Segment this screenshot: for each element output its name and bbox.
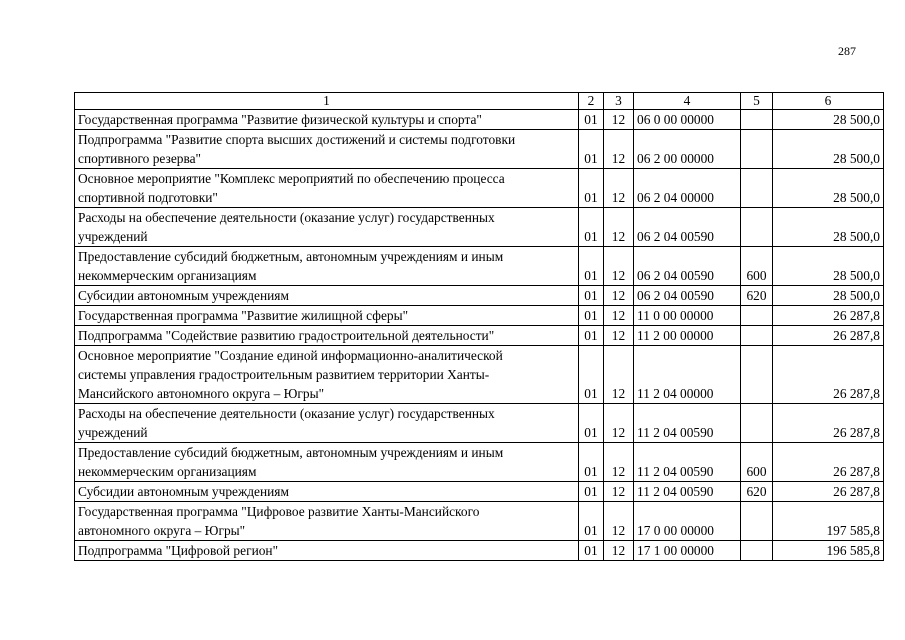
- row-target-code: 11 2 04 00000: [634, 346, 741, 404]
- header-col-1: 1: [75, 93, 579, 110]
- row-target-code: 11 2 04 00590: [634, 482, 741, 502]
- row-name: [75, 286, 579, 306]
- row-name-line: Расходы на обеспечение деятельности (оказание услуг) государственных: [78, 210, 495, 225]
- row-expense-type: [741, 404, 773, 443]
- row-amount: 197 585,8: [773, 502, 884, 541]
- row-subsection: 12: [604, 326, 634, 346]
- row-expense-type: [741, 169, 773, 208]
- row-section: 01: [579, 404, 604, 443]
- table-body: [75, 110, 884, 561]
- row-name-line: Подпрограмма "Развитие спорта высших достижений и системы подготовки: [78, 132, 516, 147]
- table-row: [75, 346, 884, 404]
- row-target-code: 17 0 00 00000: [634, 502, 741, 541]
- row-name-line: Предоставление субсидий бюджетным, автономным учреждениям и иным: [78, 249, 504, 264]
- table-row: [75, 247, 884, 286]
- row-name-line: системы управления градостроительным развитием территории Ханты-: [78, 367, 490, 382]
- row-target-code: 06 2 04 00000: [634, 169, 741, 208]
- row-name-line: Государственная программа "Развитие физической культуры и спорта": [78, 112, 482, 127]
- budget-table: [74, 92, 884, 561]
- table-row: [75, 286, 884, 306]
- row-amount: 28 500,0: [773, 247, 884, 286]
- row-subsection: 12: [604, 286, 634, 306]
- row-section: 01: [579, 443, 604, 482]
- row-section: 01: [579, 208, 604, 247]
- row-name: [75, 482, 579, 502]
- row-target-code: 06 2 04 00590: [634, 208, 741, 247]
- row-section: 01: [579, 110, 604, 130]
- row-name-line: спортивного резерва": [78, 151, 202, 166]
- row-name-line: Государственная программа "Цифровое развитие Ханты-Мансийского: [78, 504, 480, 519]
- row-expense-type: 620: [741, 482, 773, 502]
- table-row: [75, 326, 884, 346]
- row-expense-type: [741, 502, 773, 541]
- row-amount: 28 500,0: [773, 130, 884, 169]
- row-subsection: 12: [604, 443, 634, 482]
- row-section: 01: [579, 130, 604, 169]
- row-target-code: 06 2 04 00590: [634, 286, 741, 306]
- row-subsection: 12: [604, 306, 634, 326]
- row-name-line: Государственная программа "Развитие жилищной сферы": [78, 308, 409, 323]
- row-name: [75, 169, 579, 208]
- row-target-code: 11 2 04 00590: [634, 443, 741, 482]
- row-name-line: Субсидии автономным учреждениям: [78, 484, 289, 499]
- row-name-line: некоммерческим организациям: [78, 464, 257, 479]
- row-name-line: Расходы на обеспечение деятельности (оказание услуг) государственных: [78, 406, 495, 421]
- row-name: [75, 326, 579, 346]
- row-name-line: спортивной подготовки": [78, 190, 218, 205]
- row-subsection: 12: [604, 169, 634, 208]
- row-target-code: 17 1 00 00000: [634, 541, 741, 561]
- row-target-code: 06 0 00 00000: [634, 110, 741, 130]
- row-name: [75, 404, 579, 443]
- row-expense-type: [741, 326, 773, 346]
- row-name-line: учреждений: [78, 425, 148, 440]
- row-name-line: Субсидии автономным учреждениям: [78, 288, 289, 303]
- table-row: [75, 404, 884, 443]
- row-amount: 26 287,8: [773, 404, 884, 443]
- row-amount: 28 500,0: [773, 208, 884, 247]
- row-name: [75, 247, 579, 286]
- row-target-code: 11 0 00 00000: [634, 306, 741, 326]
- row-subsection: 12: [604, 346, 634, 404]
- row-name: [75, 306, 579, 326]
- row-expense-type: [741, 130, 773, 169]
- row-subsection: 12: [604, 130, 634, 169]
- row-name-line: Подпрограмма "Цифровой регион": [78, 543, 279, 558]
- row-expense-type: 600: [741, 247, 773, 286]
- row-section: 01: [579, 482, 604, 502]
- row-subsection: 12: [604, 404, 634, 443]
- row-expense-type: 600: [741, 443, 773, 482]
- row-name-line: некоммерческим организациям: [78, 268, 257, 283]
- table-row: [75, 130, 884, 169]
- row-target-code: 11 2 04 00590: [634, 404, 741, 443]
- row-name: [75, 208, 579, 247]
- table-row: [75, 169, 884, 208]
- header-col-6: 6: [773, 93, 884, 110]
- row-subsection: 12: [604, 502, 634, 541]
- row-expense-type: [741, 306, 773, 326]
- page-number: 287: [838, 44, 856, 58]
- row-name-line: учреждений: [78, 229, 148, 244]
- row-name: [75, 346, 579, 404]
- row-amount: 26 287,8: [773, 346, 884, 404]
- row-subsection: 12: [604, 110, 634, 130]
- table-row: [75, 306, 884, 326]
- row-expense-type: [741, 208, 773, 247]
- row-name-line: автономного округа – Югры": [78, 523, 246, 538]
- row-section: 01: [579, 541, 604, 561]
- row-name-line: Подпрограмма "Содействие развитию градостроительной деятельности": [78, 328, 495, 343]
- row-name: [75, 130, 579, 169]
- row-name-line: Мансийского автономного округа – Югры": [78, 386, 325, 401]
- row-name: [75, 541, 579, 561]
- row-section: 01: [579, 169, 604, 208]
- table-row: [75, 541, 884, 561]
- row-name-line: Основное мероприятие "Комплекс мероприятий по обеспечению процесса: [78, 171, 505, 186]
- header-col-5: 5: [741, 93, 773, 110]
- header-col-4: 4: [634, 93, 741, 110]
- row-amount: 26 287,8: [773, 326, 884, 346]
- row-subsection: 12: [604, 541, 634, 561]
- row-section: 01: [579, 247, 604, 286]
- row-amount: 196 585,8: [773, 541, 884, 561]
- row-subsection: 12: [604, 247, 634, 286]
- row-section: 01: [579, 286, 604, 306]
- row-amount: 28 500,0: [773, 286, 884, 306]
- header-row: [75, 93, 884, 110]
- header-col-2: 2: [579, 93, 604, 110]
- row-subsection: 12: [604, 208, 634, 247]
- row-name-line: Основное мероприятие "Создание единой информационно-аналитической: [78, 348, 503, 363]
- table-row: [75, 502, 884, 541]
- table-row: [75, 208, 884, 247]
- row-name: [75, 443, 579, 482]
- row-amount: 28 500,0: [773, 169, 884, 208]
- row-target-code: 06 2 04 00590: [634, 247, 741, 286]
- row-section: 01: [579, 326, 604, 346]
- row-name: [75, 110, 579, 130]
- row-expense-type: [741, 110, 773, 130]
- row-section: 01: [579, 346, 604, 404]
- row-amount: 26 287,8: [773, 306, 884, 326]
- row-expense-type: [741, 541, 773, 561]
- row-name-line: Предоставление субсидий бюджетным, автономным учреждениям и иным: [78, 445, 504, 460]
- table-row: [75, 443, 884, 482]
- row-target-code: 11 2 00 00000: [634, 326, 741, 346]
- table-row: [75, 482, 884, 502]
- row-expense-type: 620: [741, 286, 773, 306]
- table-row: [75, 110, 884, 130]
- header-col-3: 3: [604, 93, 634, 110]
- row-section: 01: [579, 306, 604, 326]
- row-subsection: 12: [604, 482, 634, 502]
- row-amount: 26 287,8: [773, 482, 884, 502]
- row-amount: 28 500,0: [773, 110, 884, 130]
- row-expense-type: [741, 346, 773, 404]
- row-target-code: 06 2 00 00000: [634, 130, 741, 169]
- row-section: 01: [579, 502, 604, 541]
- row-amount: 26 287,8: [773, 443, 884, 482]
- row-name: [75, 502, 579, 541]
